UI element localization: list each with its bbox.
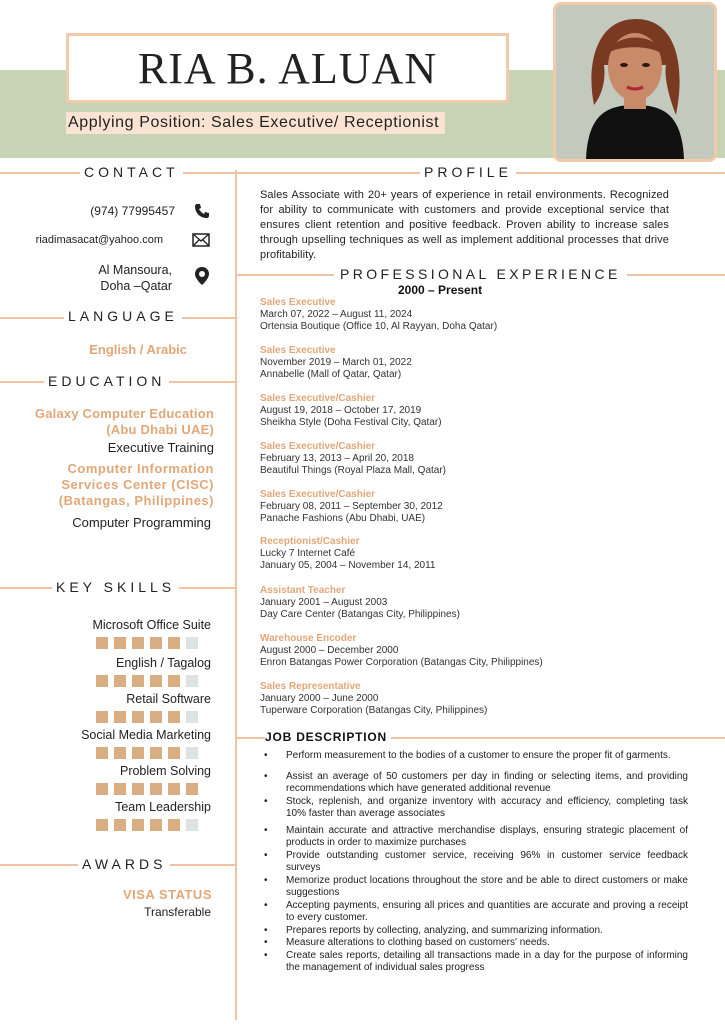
job-title: Sales Representative [260,681,361,692]
job-title: Assistant Teacher [260,585,346,596]
job-detail: Enron Batangas Power Corporation (Batangas City, Philippines) [260,657,543,668]
job-description-item: • Maintain accurate and attractive merchandise displays, ensuring strategic placement of products in order to maximize purchases [262,825,688,850]
skill-level-empty [186,711,198,723]
job-entry [260,345,680,381]
job-entry [260,441,680,477]
skill-level-filled [96,783,108,795]
skill-level-filled [186,783,198,795]
job-entry [260,585,680,621]
school-line: (Abu Dhabi UAE) [106,422,214,437]
skill-level-filled [132,711,144,723]
job-title: Receptionist/Cashier [260,536,360,547]
skill-level-filled [132,783,144,795]
skill-level-filled [168,819,180,831]
skill-level-filled [150,637,162,649]
job-detail: March 07, 2022 – August 11, 2024 [260,309,413,320]
skill-level-filled [114,747,126,759]
skill-label: English / Tagalog [116,656,211,670]
skill-level-filled [96,711,108,723]
job-entry [260,297,680,333]
language-heading: LANGUAGE [64,308,182,324]
job-detail: January 2001 – August 2003 [260,597,388,608]
skill-level-filled [150,819,162,831]
email-address: riadimasacat@yahoo.com [35,234,163,246]
skill-level-filled [150,711,162,723]
skill-level-filled [96,675,108,687]
skill-level-filled [114,711,126,723]
skill-level-filled [114,783,126,795]
job-detail: August 2000 – December 2000 [260,645,399,656]
school-line: Services Center (CISC) [61,477,214,492]
skill-label: Microsoft Office Suite [92,618,211,632]
job-detail: November 2019 – March 01, 2022 [260,357,412,368]
skill-level-filled [114,819,126,831]
skill-level-filled [132,819,144,831]
job-detail: Lucky 7 Internet Café [260,548,356,559]
skill-level-bar [96,637,198,649]
job-entry [260,393,680,429]
job-detail: Annabelle (Mall of Qatar, Qatar) [260,369,402,380]
skill-level-filled [96,747,108,759]
job-detail: Tuperware Corporation (Batangas City, Philippines) [260,705,488,716]
job-title: Sales Executive [260,297,336,308]
skill-level-empty [186,747,198,759]
job-title: Sales Executive/Cashier [260,441,376,452]
name-box [66,33,509,103]
skill-level-filled [114,675,126,687]
experience-heading: PROFESSIONAL EXPERIENCE [334,266,627,282]
awards-heading: AWARDS [78,856,170,872]
job-entry [260,536,680,572]
skill-level-filled [168,747,180,759]
envelope-icon [192,233,210,249]
profile-summary: Sales Associate with 20+ years of experience in retail environments. Recognized for ability to communicate with customers and provide exceptional service that ensures client retention and positive feedback. Proven ability to increase sales through upselling techniques as well as implement additional processes that drive profitability. [260,189,669,261]
language-value: English / Arabic [89,342,187,357]
job-detail: Day Care Center (Batangas City, Philippines) [260,609,460,620]
skill-level-filled [96,819,108,831]
skill-level-empty [186,675,198,687]
job-entry [260,681,680,717]
school-line: (Batangas, Philippines) [58,493,214,508]
profile-heading: PROFILE [420,164,516,180]
skill-level-filled [150,783,162,795]
job-description-item: • Perform measurement to the bodies of a customer to ensure the proper fit of garments. [262,750,688,763]
skill-level-bar [96,783,198,795]
job-description-item: • Prepares reports by collecting, analyzing, and summarizing information. [262,925,688,938]
education-heading: EDUCATION [44,373,169,389]
skill-level-filled [132,637,144,649]
skill-level-empty [186,637,198,649]
job-description-item: • Create sales reports, detailing all transactions made in a day for the purpose of informing the management of individual sales progress [262,950,688,975]
applying-position: Applying Position: Sales Executive/ Receptionist [66,112,445,134]
job-description-item: • Measure alterations to clothing based on customers' needs. [262,937,688,950]
education-course-2: Computer Programming [72,515,211,530]
job-description-item: • Assist an average of 50 customers per day in finding or selecting items, and providing recommendations which have generated additional revenue [262,771,688,796]
skill-level-bar [96,675,198,687]
skill-level-filled [168,675,180,687]
skill-level-filled [168,637,180,649]
skill-level-filled [168,711,180,723]
skill-level-filled [132,675,144,687]
phone-number: (974) 77995457 [90,204,175,218]
skill-level-empty [186,819,198,831]
address-line-2: Doha –Qatar [100,279,172,293]
job-description-heading: JOB DESCRIPTION [265,730,391,744]
skill-level-filled [114,637,126,649]
column-divider [235,170,237,1020]
award-value: Transferable [144,905,211,919]
job-description-item: • Memorize product locations throughout the store and be able to direct customers or make suggestions [262,875,688,900]
skill-label: Retail Software [126,692,211,706]
skills-heading: KEY SKILLS [52,579,179,595]
education-school-2 [0,461,214,509]
job-detail: August 19, 2018 – October 17, 2019 [260,405,422,416]
job-title: Warehouse Encoder [260,633,357,644]
address [98,262,172,294]
skill-label: Problem Solving [119,764,211,778]
job-entry [260,633,680,669]
job-title: Sales Executive/Cashier [260,393,376,404]
job-detail: February 08, 2011 – September 30, 2012 [260,501,443,512]
education-course-1: Executive Training [107,440,214,455]
job-detail: January 2000 – June 2000 [260,693,379,704]
job-description-item: • Stock, replenish, and organize inventory with accuracy and efficiency, completing task 10% faster than average associates [262,796,688,821]
job-detail: January 05, 2004 – November 14, 2011 [260,560,436,571]
address-line-1: Al Mansoura, [98,263,172,277]
job-title: Sales Executive [260,345,336,356]
candidate-name: RIA B. ALUAN [137,43,438,93]
skill-level-filled [96,637,108,649]
skill-level-filled [168,783,180,795]
profile-photo [553,2,717,162]
job-detail: February 13, 2013 – April 20, 2018 [260,453,414,464]
location-pin-icon [194,266,210,286]
job-detail: Ortensia Boutique (Office 10, Al Rayyan, Doha Qatar) [260,321,498,332]
skill-level-filled [132,747,144,759]
skill-label: Team Leadership [115,800,211,814]
job-description-list [262,750,688,975]
school-line: Computer Information [67,461,214,476]
job-description-item: • Provide outstanding customer service, receiving 96% in customer service feedback surveys [262,850,688,875]
job-detail: Sheikha Style (Doha Festival City, Qatar) [260,417,442,428]
phone-icon [194,203,210,219]
job-entry [260,489,680,525]
skill-level-bar [96,711,198,723]
experience-period: 2000 – Present [398,283,483,297]
skill-level-bar [96,819,198,831]
job-detail: Beautiful Things (Royal Plaza Mall, Qatar) [260,465,447,476]
job-title: Sales Executive/Cashier [260,489,376,500]
school-line: Galaxy Computer Education [34,406,214,421]
skill-level-bar [96,747,198,759]
skill-level-filled [150,747,162,759]
contact-heading: CONTACT [80,164,183,180]
award-title: VISA STATUS [122,887,212,902]
job-detail: Panache Fashions (Abu Dhabi, UAE) [260,513,426,524]
portrait-image [556,5,714,159]
job-description-item: • Accepting payments, ensuring all prices and quantities are accurate and proving a receipt to every customer. [262,900,688,925]
skill-level-filled [150,675,162,687]
skill-label: Social Media Marketing [81,728,211,742]
education-school-1 [0,406,214,438]
